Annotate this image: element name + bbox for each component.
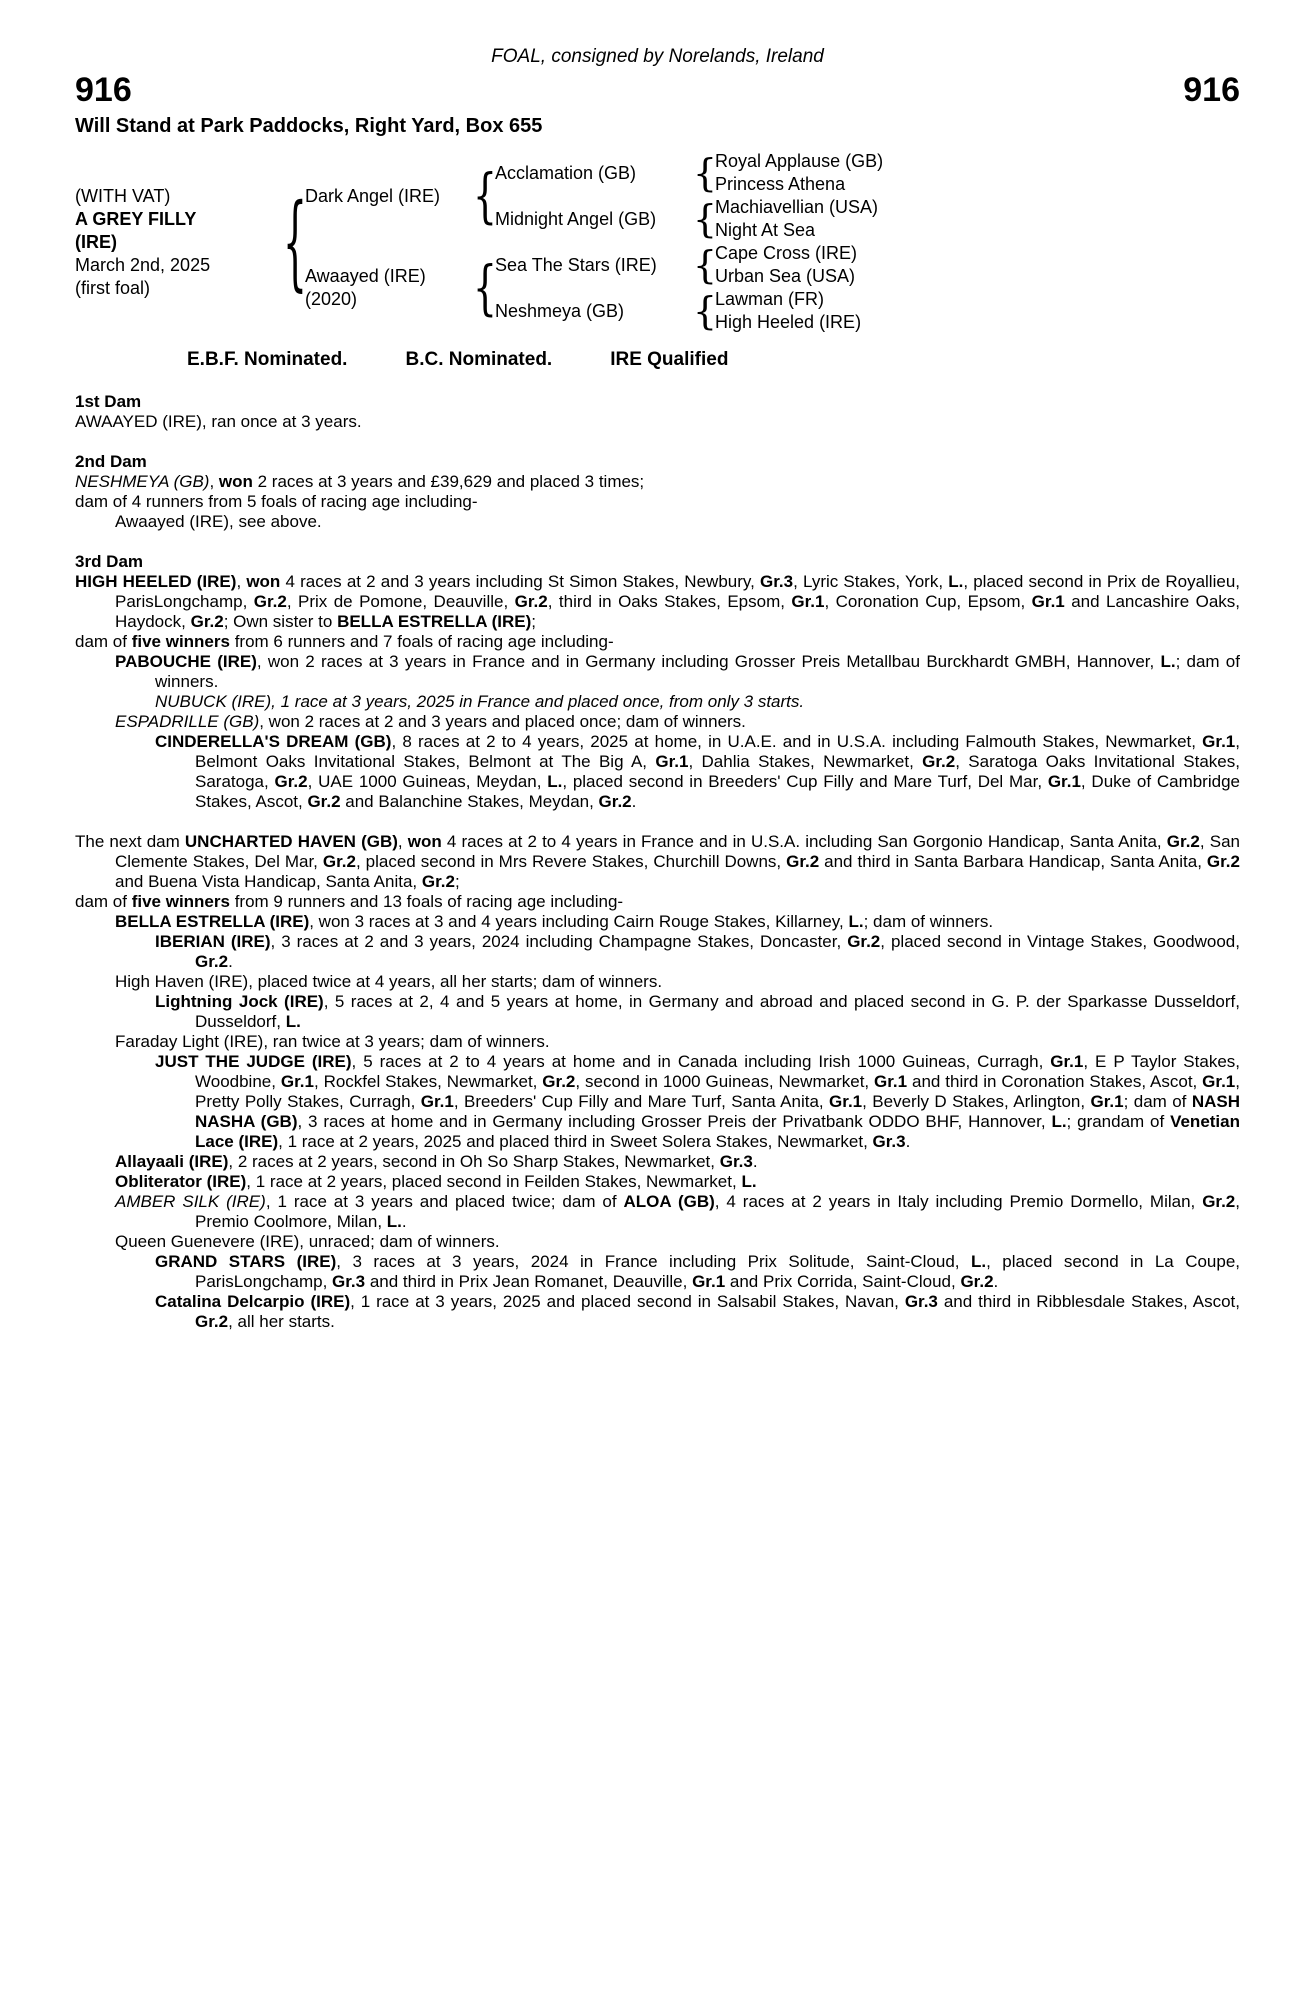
consignor-line: FOAL, consigned by Norelands, Ireland — [491, 46, 824, 67]
catalogue-paragraph: IBERIAN (IRE), 3 races at 2 and 3 years, 2024 including Champagne Stakes, Doncaster, Gr.2, placed second in Vintage Stakes, Goodwood, Gr.2. — [155, 932, 1240, 971]
ancestor-name: Machiavellian (USA) — [715, 197, 879, 217]
catalogue-paragraph: Queen Guenevere (IRE), unraced; dam of winners. — [115, 1232, 500, 1251]
nominations-row — [75, 348, 1240, 372]
catalogue-paragraph: PABOUCHE (IRE), won 2 races at 3 years in France and in Germany including Grosser Preis Metallbau Burckhardt GMBH, Hannover, L.; dam of winners. — [115, 652, 1240, 691]
dam-branch — [305, 242, 883, 334]
ancestor-name: Princess Athena — [715, 174, 846, 194]
animal-suffix: (IRE) — [75, 231, 117, 252]
catalogue-paragraph: High Haven (IRE), placed twice at 4 years, all her starts; dam of winners. — [115, 972, 663, 991]
brace-icon: { — [692, 289, 718, 333]
catalogue-paragraph: CINDERELLA'S DREAM (GB), 8 races at 2 to 4 years, 2025 at home, in U.A.E. and in U.S.A. including Falmouth Stakes, Newmarket, Gr.1, Belmont Oaks Invitational Stakes, Belmont at The Big A, Gr.1, Dahlia Stakes, Newmarket, Gr.2, Saratoga Oaks Invitational Stakes, Saratoga, Gr.2, UAE 1000 Guineas, Meydan, L., placed second in Breeders' Cup Filly and Mare Turf, Del Mar, Gr.1, Duke of Cambridge Stakes, Ascot, Gr.2 and Balanchine Stakes, Meydan, Gr.2. — [155, 732, 1240, 811]
catalogue-paragraph: ESPADRILLE (GB), won 2 races at 2 and 3 years and placed once; dam of winners. — [115, 712, 746, 731]
catalogue-paragraph: Awaayed (IRE), see above. — [115, 512, 322, 531]
bc-nominated: B.C. Nominated. — [405, 349, 553, 370]
sire-sire-branch — [495, 150, 883, 196]
ancestor-name: Urban Sea (USA) — [715, 266, 856, 286]
ancestor-name: Lawman (FR) — [715, 289, 825, 309]
section-3rd-dam — [75, 552, 1240, 812]
brace-icon: { — [472, 253, 498, 323]
sire-branch — [305, 150, 883, 242]
ancestor-name: Night At Sea — [715, 220, 816, 240]
sire-dam-name: Midnight Angel (GB) — [495, 208, 657, 229]
brace-icon: { — [692, 197, 718, 241]
animal-details — [75, 185, 285, 300]
ancestor-name: Cape Cross (IRE) — [715, 243, 858, 263]
dam-sire-name: Sea The Stars (IRE) — [495, 254, 657, 275]
catalogue-paragraph: Lightning Jock (IRE), 5 races at 2, 4 and 5 years at home, in Germany and abroad and placed second in G. P. der Sparkasse Dusseldorf, Dusseldorf, L. — [155, 992, 1240, 1031]
lot-number-right: 916 — [1183, 71, 1240, 109]
lot-number-left: 916 — [75, 71, 132, 109]
catalogue-paragraph: dam of five winners from 9 runners and 13 foals of racing age including- — [75, 892, 624, 911]
dam-name-block — [305, 265, 475, 311]
catalogue-paragraph: The next dam UNCHARTED HAVEN (GB), won 4 races at 2 to 4 years in France and in U.S.A. including San Gorgonio Handicap, Santa Anita, Gr.2, San Clemente Stakes, Del Mar, Gr.2, placed second in Mrs Revere Stakes, Churchill Downs, Gr.2 and third in Santa Barbara Handicap, Santa Anita, Gr.2 and Buena Vista Handicap, Santa Anita, Gr.2; — [75, 832, 1240, 891]
sire-dam-branch — [495, 196, 883, 242]
animal-description: A GREY FILLY — [75, 208, 197, 229]
sire-dam-parents — [715, 196, 878, 242]
sire-sire-parents — [715, 150, 883, 196]
brace-icon: { — [282, 182, 308, 302]
section-2nd-dam — [75, 452, 1240, 532]
vat-note: (WITH VAT) — [75, 185, 171, 206]
catalogue-paragraph: BELLA ESTRELLA (IRE), won 3 races at 3 and 4 years including Cairn Rouge Stakes, Killarney, L.; dam of winners. — [115, 912, 994, 931]
sire-parents — [495, 150, 883, 242]
catalogue-paragraph: Allayaali (IRE), 2 races at 2 years, second in Oh So Sharp Stakes, Newmarket, Gr.3. — [115, 1152, 758, 1171]
catalogue-paragraph: Catalina Delcarpio (IRE), 1 race at 3 years, 2025 and placed second in Salsabil Stakes, Navan, Gr.3 and third in Ribblesdale Stakes, Ascot, Gr.2, all her starts. — [155, 1292, 1241, 1331]
pedigree-table — [75, 150, 1240, 334]
foaling-date: March 2nd, 2025 — [75, 254, 211, 275]
catalogue-paragraph: dam of 4 runners from 5 foals of racing age including- — [75, 492, 478, 511]
section-heading: 1st Dam — [75, 392, 142, 411]
pedigree-generation-2 — [305, 150, 883, 334]
catalogue-paragraph: dam of five winners from 6 runners and 7 foals of racing age including- — [75, 632, 614, 651]
foal-note: (first foal) — [75, 277, 151, 298]
catalogue-paragraph: NUBUCK (IRE), 1 race at 3 years, 2025 in France and placed once, from only 3 starts. — [155, 692, 805, 711]
catalogue-paragraph: HIGH HEELED (IRE), won 4 races at 2 and 3 years including St Simon Stakes, Newbury, Gr.3, Lyric Stakes, York, L., placed second in Prix de Royallieu, ParisLongchamp, Gr.2, Prix de Pomone, Deauville, Gr.2, third in Oaks Stakes, Epsom, Gr.1, Coronation Cup, Epsom, Gr.1 and Lancashire Oaks, Haydock, Gr.2; Own sister to BELLA ESTRELLA (IRE); — [75, 572, 1241, 631]
catalogue-paragraph: JUST THE JUDGE (IRE), 5 races at 2 to 4 years at home and in Canada including Irish 1000 Guineas, Curragh, Gr.1, E P Taylor Stakes, Woodbine, Gr.1, Rockfel Stakes, Newmarket, Gr.2, second in 1000 Guineas, Newmarket, Gr.1 and third in Coronation Stakes, Ascot, Gr.1, Pretty Polly Stakes, Curragh, Gr.1, Breeders' Cup Filly and Mare Turf, Santa Anita, Gr.1, Beverly D Stakes, Arlington, Gr.1; dam of NASH NASHA (GB), 3 races at home and in Germany including Grosser Preis der Privatbank ODDO BHF, Hannover, L.; grandam of Venetian Lace (IRE), 1 race at 2 years, 2025 and placed third in Sweet Solera Stakes, Newmarket, Gr.3. — [155, 1052, 1240, 1151]
catalogue-paragraph: AMBER SILK (IRE), 1 race at 3 years and placed twice; dam of ALOA (GB), 4 races at 2 years in Italy including Premio Dormello, Milan, Gr.2, Premio Coolmore, Milan, L.. — [115, 1192, 1241, 1231]
sire-name: Dark Angel (IRE) — [305, 185, 441, 206]
brace-icon: { — [692, 243, 718, 287]
stand-location-line: Will Stand at Park Paddocks, Right Yard, Box 655 — [75, 115, 543, 137]
ebf-nominated: E.B.F. Nominated. — [187, 349, 348, 370]
catalogue-paragraph: Obliterator (IRE), 1 race at 2 years, placed second in Feilden Stakes, Newmarket, L. — [115, 1172, 757, 1191]
ancestor-name: High Heeled (IRE) — [715, 312, 862, 332]
dam-name: Awaayed (IRE) — [305, 266, 426, 286]
section-next-dam — [75, 832, 1240, 1332]
dam-parents — [495, 242, 861, 334]
ancestor-name: Royal Applause (GB) — [715, 151, 884, 171]
dam-dam-parents — [715, 288, 861, 334]
catalogue-paragraph: AWAAYED (IRE), ran once at 3 years. — [75, 412, 362, 431]
catalogue-paragraph: Faraday Light (IRE), ran twice at 3 years; dam of winners. — [115, 1032, 550, 1051]
section-heading: 2nd Dam — [75, 452, 147, 471]
dam-dam-name: Neshmeya (GB) — [495, 300, 625, 321]
section-1st-dam — [75, 392, 1240, 432]
section-heading: 3rd Dam — [75, 552, 144, 571]
sire-sire-name: Acclamation (GB) — [495, 162, 637, 183]
lot-number-row — [75, 72, 1240, 108]
dam-year: (2020) — [305, 289, 358, 309]
catalogue-paragraph: GRAND STARS (IRE), 3 races at 3 years, 2024 in France including Prix Solitude, Saint-Cloud, L., placed second in La Coupe, ParisLongchamp, Gr.3 and third in Prix Jean Romanet, Deauville, Gr.1 and Prix Corrida, Saint-Cloud, Gr.2. — [155, 1252, 1241, 1291]
brace-icon: { — [692, 151, 718, 195]
brace-icon: { — [472, 161, 498, 231]
dam-dam-branch — [495, 288, 861, 334]
catalogue-paragraph: NESHMEYA (GB), won 2 races at 3 years and £39,629 and placed 3 times; — [75, 472, 645, 491]
dam-sire-branch — [495, 242, 861, 288]
catalogue-body — [75, 392, 1240, 1332]
dam-sire-parents — [715, 242, 857, 288]
ire-qualified: IRE Qualified — [610, 349, 729, 370]
